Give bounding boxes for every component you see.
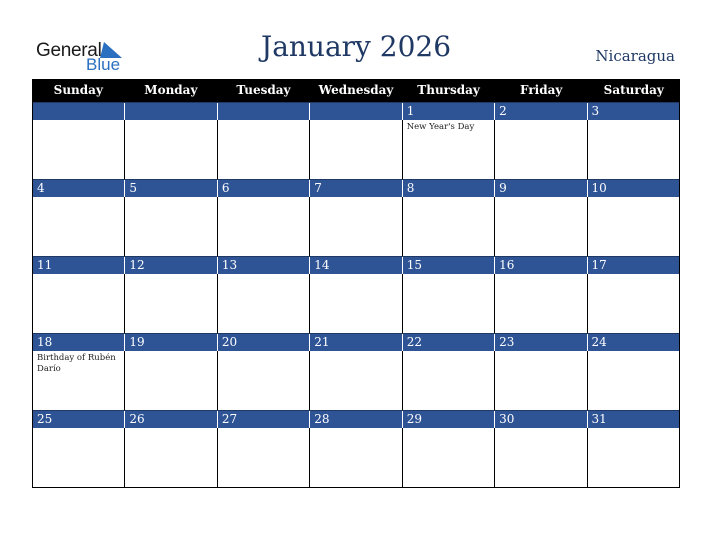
day-number: 7 xyxy=(309,180,401,197)
week-row xyxy=(32,102,680,179)
day-number: 25 xyxy=(37,412,53,426)
weekday-friday: Friday xyxy=(520,83,563,97)
weekday-monday: Monday xyxy=(144,83,198,97)
day-number-bar xyxy=(33,333,679,351)
weekday-saturday: Saturday xyxy=(603,83,664,97)
day-event xyxy=(217,351,309,410)
logo-text-blue: Blue xyxy=(86,55,121,74)
day-event xyxy=(33,428,124,487)
day-number-bar xyxy=(33,410,679,428)
day-number: 13 xyxy=(217,257,309,274)
day-event xyxy=(587,197,679,256)
day-event xyxy=(217,120,309,179)
logo-text-general: General xyxy=(36,40,102,61)
day-number: 26 xyxy=(124,411,216,428)
day-event xyxy=(124,274,216,333)
day-event xyxy=(494,197,586,256)
week-row xyxy=(32,256,680,333)
day-event xyxy=(33,197,124,256)
week-row xyxy=(32,333,680,410)
day-event xyxy=(217,197,309,256)
day-number: 10 xyxy=(587,180,679,197)
day-number: 28 xyxy=(309,411,401,428)
day-number xyxy=(124,103,216,120)
day-number: 31 xyxy=(587,411,679,428)
day-number: 23 xyxy=(494,334,586,351)
day-event xyxy=(494,120,586,179)
weekday-wednesday: Wednesday xyxy=(318,83,394,97)
day-event xyxy=(402,428,494,487)
day-number-bar xyxy=(33,179,679,197)
day-event xyxy=(494,274,586,333)
day-event xyxy=(33,274,124,333)
day-event xyxy=(587,274,679,333)
day-event xyxy=(124,428,216,487)
day-event xyxy=(309,428,401,487)
day-event xyxy=(494,428,586,487)
day-body-row xyxy=(33,351,679,410)
day-event xyxy=(402,197,494,256)
week-row xyxy=(32,179,680,256)
day-number: 30 xyxy=(494,411,586,428)
day-number: 24 xyxy=(587,334,679,351)
day-event xyxy=(124,197,216,256)
day-number: 5 xyxy=(124,180,216,197)
day-body-row xyxy=(33,197,679,256)
day-event xyxy=(587,351,679,410)
day-number: 6 xyxy=(217,180,309,197)
day-number: 4 xyxy=(37,181,45,195)
calendar-title: January 2026 xyxy=(260,30,452,63)
day-event xyxy=(124,120,216,179)
day-number: 8 xyxy=(402,180,494,197)
day-number-bar xyxy=(33,256,679,274)
day-event xyxy=(587,120,679,179)
day-body-row xyxy=(33,274,679,333)
day-event xyxy=(309,197,401,256)
day-event xyxy=(587,428,679,487)
weekday-sunday: Sunday xyxy=(53,83,103,97)
day-number: 29 xyxy=(402,411,494,428)
day-event xyxy=(402,274,494,333)
day-number: 16 xyxy=(494,257,586,274)
day-number: 27 xyxy=(217,411,309,428)
day-event xyxy=(309,274,401,333)
day-event xyxy=(217,428,309,487)
day-number-bar xyxy=(33,102,679,120)
day-event xyxy=(124,351,216,410)
day-number: 2 xyxy=(494,103,586,120)
day-event xyxy=(217,274,309,333)
day-event: Birthday of Rubén Darío xyxy=(37,353,116,374)
day-number: 20 xyxy=(217,334,309,351)
day-event xyxy=(494,351,586,410)
day-number: 21 xyxy=(309,334,401,351)
day-number xyxy=(217,103,309,120)
week-row xyxy=(32,410,680,488)
country-name: Nicaragua xyxy=(595,47,675,65)
day-event xyxy=(33,120,124,179)
weekday-header xyxy=(32,79,680,102)
day-event xyxy=(402,351,494,410)
day-number: 9 xyxy=(494,180,586,197)
day-number xyxy=(309,103,401,120)
day-body-row xyxy=(33,120,679,179)
day-event xyxy=(309,351,401,410)
day-number: 17 xyxy=(587,257,679,274)
day-number: 1 xyxy=(402,103,494,120)
day-number: 3 xyxy=(587,103,679,120)
day-number: 14 xyxy=(309,257,401,274)
day-number xyxy=(33,103,124,120)
day-number: 18 xyxy=(37,335,53,349)
day-number: 15 xyxy=(402,257,494,274)
weekday-tuesday: Tuesday xyxy=(236,83,291,97)
day-number: 22 xyxy=(402,334,494,351)
calendar-grid xyxy=(32,79,680,488)
day-event xyxy=(309,120,401,179)
day-number: 19 xyxy=(124,334,216,351)
day-number: 11 xyxy=(37,258,53,272)
day-number: 12 xyxy=(124,257,216,274)
day-body-row xyxy=(33,428,679,487)
day-event: New Year's Day xyxy=(402,120,494,179)
weekday-thursday: Thursday xyxy=(417,83,480,97)
